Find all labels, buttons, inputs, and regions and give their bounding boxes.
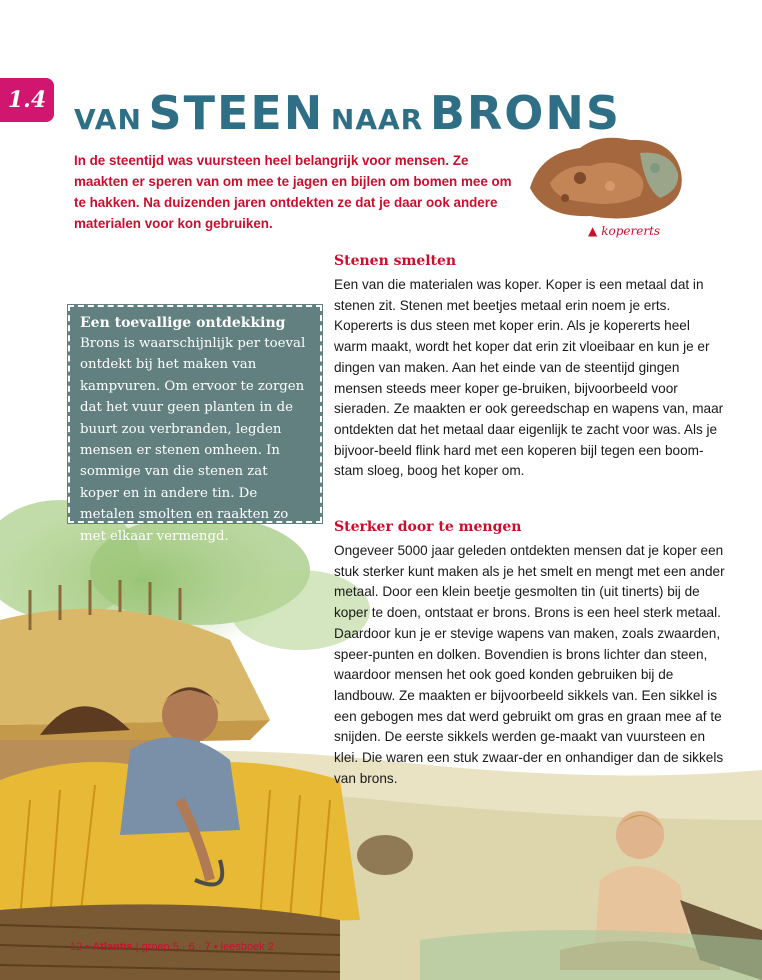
title-word-van: VAN xyxy=(74,103,142,136)
info-box-title: Een toevallige ontdekking xyxy=(80,315,286,331)
section-text-stenen-smelten: Een van die materialen was koper. Koper is een metaal dat in stenen zit. Stenen met beetjes metaal erin noem je erts. Kopererts is dus steen met koper erin. Als je kopererts heel warm maakt, wordt het koper dat erin zit vloeibaar en kun je er dingen van maken. Aan het einde van de steentijd gingen mensen steeds meer koper ge-bruiken, bijvoorbeeld voor sieraden. Ze maakten er ook gereedschap en wapens van, maar ontdekten dat het metaal daar eigenlijk te zacht voor was. Als je bijvoor-beeld flink hard met een koperen bijl tegen een boom-stam sloeg, boog het koper om. xyxy=(334,277,724,479)
triangle-up-icon: ▲ xyxy=(588,224,598,238)
footer-separator: • xyxy=(213,941,218,953)
chapter-number-tab: 1.4 xyxy=(0,78,54,122)
info-box xyxy=(68,305,322,544)
section-text-sterker: Ongeveer 5000 jaar geleden ontdekten mensen dat je koper een stuk sterker kunt maken als je het smelt en mengt met een ander metaal. Door een klein beetje gesmolten tin (uit tinerts) bij de koper te doen, ontstaat er brons. Brons is een heel sterk metaal. Daardoor kun je er stevige wapens van maken, zoals zwaarden, speer-punten en dolken. Bovendien is brons lichter dan steen, waardoor mensen het ook goed konden gebruiken bij de landbouw. Ze maakten er bijvoorbeeld sikkels van. Een sikkel is een gebogen mes dat werd gebruikt om gras en graan mee af te snijden. De eerste sikkels werden ge-maakt van vuursteen en klei. Die waren een stuk zwaar-der en onhandiger dan de sikkels van brons. xyxy=(334,543,725,786)
ore-caption xyxy=(588,224,660,238)
ore-caption-text: kopererts xyxy=(601,224,661,238)
title-word-naar: NAAR xyxy=(330,103,424,136)
section-heading-sterker: Sterker door te mengen xyxy=(334,519,522,535)
page-footer xyxy=(70,941,274,953)
page-number: 12 xyxy=(70,941,83,953)
copper-ore-image xyxy=(520,128,690,226)
intro-paragraph: In de steentijd was vuursteen heel belangrijk voor mensen. Ze maakten er speren van om mee te jagen en bijlen om bomen mee om te hakken. Na duizenden jaren ontdekten ze dat je daar ook andere materialen voor kon gebruiken. xyxy=(74,153,512,231)
footer-separator: • xyxy=(85,941,90,953)
footer-separator: | xyxy=(135,941,139,953)
title-word-steen: STEEN xyxy=(148,86,325,140)
footer-book: leesboek 2 xyxy=(220,941,274,953)
info-box-body: Brons is waarschijnlijk per toeval ontdekt bij het maken van kampvuren. Om ervoor te zorgen dat het vuur geen planten in de buurt zou verbranden, legden mensen er stenen omheen. In sommige van die stenen zat koper en in andere tin. De metalen smolten en raakten zo met elkaar vermengd. xyxy=(80,336,306,544)
section-heading-stenen-smelten: Stenen smelten xyxy=(334,253,457,269)
footer-brand: Atlantis xyxy=(92,941,133,953)
title-word-brons: BRONS xyxy=(429,86,622,140)
footer-group: groep 5 · 6 · 7 xyxy=(141,941,211,953)
